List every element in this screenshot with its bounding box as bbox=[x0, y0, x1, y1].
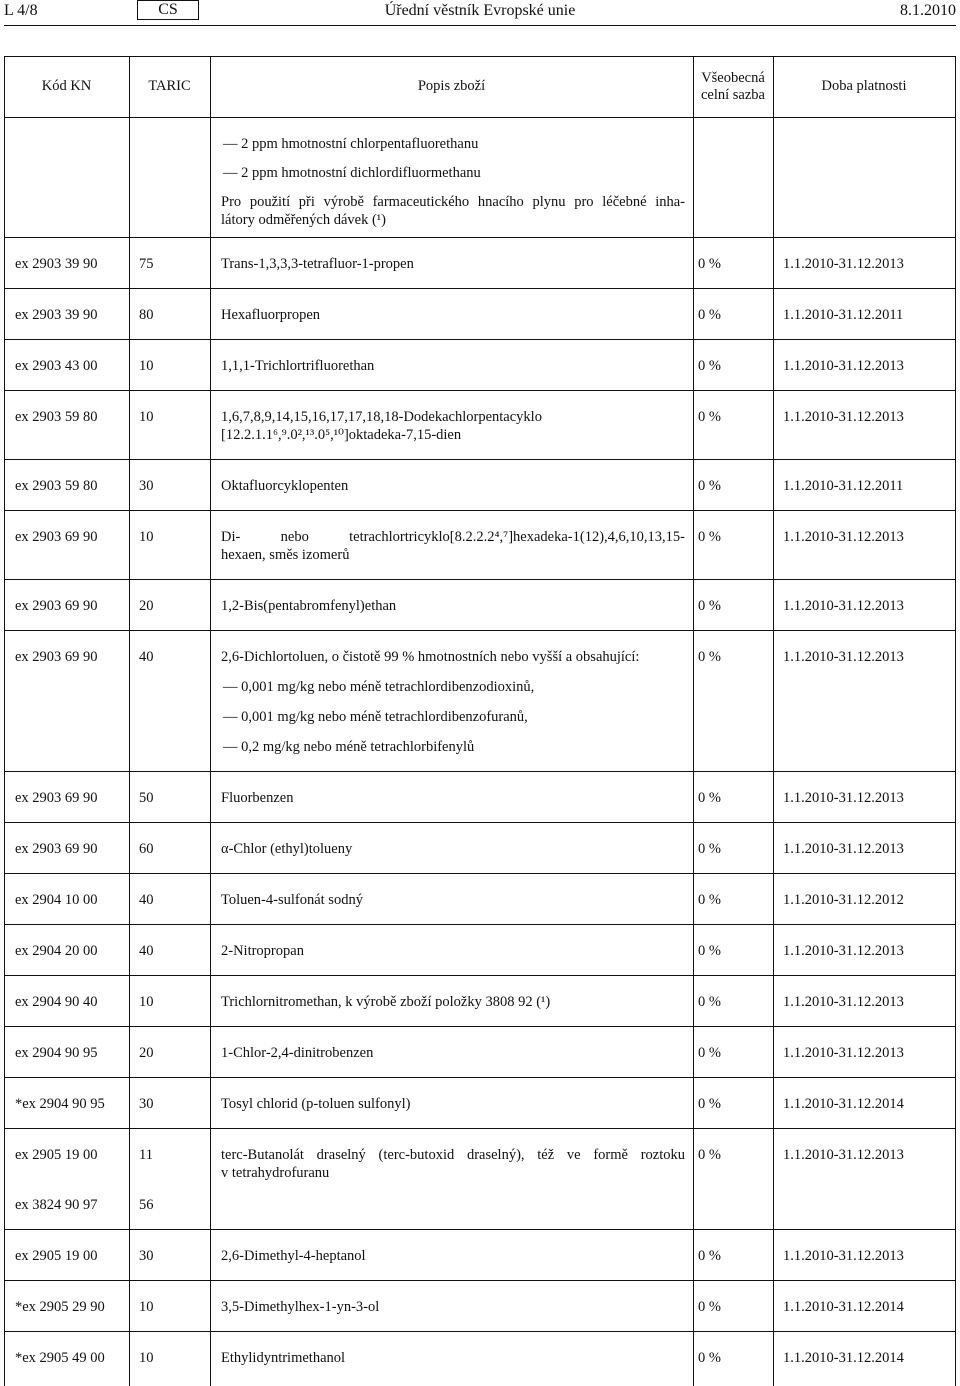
continuation-line: — 2 ppm hmotnostní dichlordifluormethanu bbox=[223, 165, 481, 181]
row-rule bbox=[4, 1128, 956, 1129]
taric-code: 30 bbox=[139, 1096, 154, 1112]
description-line: 2,6-Dichlortoluen, o čistotě 99 % hmotnostních nebo vyšší a obsahující: bbox=[221, 649, 640, 665]
taric-code: 40 bbox=[139, 943, 154, 959]
goods-description bbox=[221, 357, 685, 375]
duty-rate: 0 % bbox=[698, 1147, 721, 1163]
taric-code: 56 bbox=[139, 1197, 154, 1213]
goods-description bbox=[221, 1298, 685, 1316]
col-header-kn: Kód KN bbox=[41, 78, 92, 94]
description-line: Trichlornitromethan, k výrobě zboží položky 3808 92 (¹) bbox=[221, 994, 551, 1010]
description-line: — 0,2 mg/kg nebo méně tetrachlorbifenylů bbox=[223, 739, 475, 755]
validity-period: 1.1.2010-31.12.2013 bbox=[783, 1248, 904, 1264]
description-line: Tosyl chlorid (p-toluen sulfonyl) bbox=[221, 1096, 411, 1112]
duty-rate: 0 % bbox=[698, 994, 721, 1010]
row-rule bbox=[4, 1280, 956, 1281]
validity-period: 1.1.2010-31.12.2011 bbox=[783, 478, 904, 494]
validity-period: 1.1.2010-31.12.2011 bbox=[783, 307, 904, 323]
taric-code: 10 bbox=[139, 529, 154, 545]
taric-code: 20 bbox=[139, 1045, 154, 1061]
goods-description bbox=[221, 255, 685, 273]
goods-description bbox=[221, 840, 685, 858]
cn-code: *ex 2905 29 90 bbox=[15, 1299, 105, 1315]
taric-code: 10 bbox=[139, 1350, 154, 1366]
goods-description bbox=[221, 891, 685, 909]
row-rule bbox=[4, 771, 956, 772]
row-rule bbox=[4, 288, 956, 289]
goods-description bbox=[221, 1146, 685, 1182]
cn-code: ex 2904 10 00 bbox=[15, 892, 98, 908]
duty-rate: 0 % bbox=[698, 649, 721, 665]
cn-code: ex 2904 90 40 bbox=[15, 994, 98, 1010]
journal-title: Úřední věstník Evropské unie bbox=[384, 2, 576, 19]
validity-period: 1.1.2010-31.12.2013 bbox=[783, 256, 904, 272]
validity-period: 1.1.2010-31.12.2013 bbox=[783, 790, 904, 806]
goods-description bbox=[221, 648, 685, 756]
description-line: Trans-1,3,3,3-tetrafluor-1-propen bbox=[221, 256, 414, 272]
row-rule bbox=[4, 630, 956, 631]
goods-description bbox=[221, 477, 685, 495]
description-line: Oktafluorcyklopenten bbox=[221, 478, 349, 494]
row-rule bbox=[4, 1229, 956, 1230]
goods-description bbox=[221, 789, 685, 807]
cn-code: ex 2905 19 00 bbox=[15, 1248, 98, 1264]
col-header-duty-line2: celní sazba bbox=[700, 86, 765, 103]
description-line: hexaen, směs izomerů bbox=[221, 547, 350, 563]
description-line: — 0,001 mg/kg nebo méně tetrachlordibenzodioxinů, bbox=[223, 679, 535, 695]
continuation-line: látory odměřených dávek (¹) bbox=[221, 212, 386, 228]
description-line: Fluorbenzen bbox=[221, 790, 294, 806]
goods-description bbox=[221, 993, 685, 1011]
cn-code: ex 2903 69 90 bbox=[15, 790, 98, 806]
duty-rate: 0 % bbox=[698, 256, 721, 272]
description-line: α-Chlor (ethyl)tolueny bbox=[221, 841, 353, 857]
taric-code: 10 bbox=[139, 1299, 154, 1315]
col-header-validity: Doba platnosti bbox=[821, 78, 907, 94]
goods-description bbox=[221, 1349, 685, 1367]
taric-code: 10 bbox=[139, 994, 154, 1010]
duty-rate: 0 % bbox=[698, 943, 721, 959]
cn-code: ex 2903 43 00 bbox=[15, 358, 98, 374]
cn-code: ex 2903 69 90 bbox=[15, 649, 98, 665]
column-divider bbox=[210, 56, 211, 1386]
taric-code: 60 bbox=[139, 841, 154, 857]
validity-period: 1.1.2010-31.12.2014 bbox=[783, 1096, 904, 1112]
validity-period: 1.1.2010-31.12.2013 bbox=[783, 1045, 904, 1061]
duty-rate: 0 % bbox=[698, 478, 721, 494]
row-rule bbox=[4, 1077, 956, 1078]
duty-rate: 0 % bbox=[698, 841, 721, 857]
page-number: L 4/8 bbox=[4, 2, 38, 19]
column-divider bbox=[773, 56, 774, 1386]
row-rule bbox=[4, 924, 956, 925]
goods-description bbox=[221, 306, 685, 324]
header-bottom-rule bbox=[4, 117, 956, 118]
description-line: terc-Butanolát draselný (terc-butoxid draselný), též ve formě roztoku bbox=[221, 1147, 685, 1163]
header-rule bbox=[4, 25, 956, 26]
taric-code: 80 bbox=[139, 307, 154, 323]
cn-code: ex 2904 90 95 bbox=[15, 1045, 98, 1061]
tariff-table bbox=[4, 56, 956, 1386]
taric-code: 20 bbox=[139, 598, 154, 614]
description-line: 2,6-Dimethyl-4-heptanol bbox=[221, 1248, 366, 1264]
validity-period: 1.1.2010-31.12.2013 bbox=[783, 1147, 904, 1163]
goods-description bbox=[221, 1095, 685, 1113]
row-rule bbox=[4, 1026, 956, 1027]
col-header-description: Popis zboží bbox=[417, 78, 486, 94]
cn-code: *ex 2905 49 00 bbox=[15, 1350, 105, 1366]
validity-period: 1.1.2010-31.12.2014 bbox=[783, 1299, 904, 1315]
goods-description bbox=[221, 942, 685, 960]
cn-code: ex 2903 39 90 bbox=[15, 307, 98, 323]
row-rule bbox=[4, 822, 956, 823]
description-line: 1,1,1-Trichlortrifluorethan bbox=[221, 358, 375, 374]
validity-period: 1.1.2010-31.12.2013 bbox=[783, 841, 904, 857]
duty-rate: 0 % bbox=[698, 790, 721, 806]
language-badge: CS bbox=[137, 0, 199, 20]
description-line: 1,6,7,8,9,14,15,16,17,17,18,18-Dodekachlorpentacyklo bbox=[221, 409, 542, 425]
cn-code: ex 3824 90 97 bbox=[15, 1197, 98, 1213]
duty-rate: 0 % bbox=[698, 1096, 721, 1112]
col-header-taric: TARIC bbox=[148, 78, 191, 94]
description-line: 3,5-Dimethylhex-1-yn-3-ol bbox=[221, 1299, 380, 1315]
cn-code: ex 2905 19 00 bbox=[15, 1147, 98, 1163]
continuation-line: Pro použití při výrobě farmaceutického hnacího plynu pro léčebné inha- bbox=[221, 194, 685, 210]
duty-rate: 0 % bbox=[698, 409, 721, 425]
goods-description bbox=[221, 528, 685, 564]
taric-code: 11 bbox=[139, 1147, 153, 1163]
description-line: Toluen-4-sulfonát sodný bbox=[221, 892, 363, 908]
validity-period: 1.1.2010-31.12.2013 bbox=[783, 358, 904, 374]
cn-code: ex 2903 69 90 bbox=[15, 841, 98, 857]
description-line: Di- nebo tetrachlortricyklo[8.2.2.2⁴,⁷]hexadeka-1(12),4,6,10,13,15- bbox=[221, 529, 685, 545]
validity-period: 1.1.2010-31.12.2013 bbox=[783, 649, 904, 665]
row-rule bbox=[4, 975, 956, 976]
duty-rate: 0 % bbox=[698, 358, 721, 374]
taric-code: 30 bbox=[139, 1248, 154, 1264]
duty-rate: 0 % bbox=[698, 307, 721, 323]
row-rule bbox=[4, 459, 956, 460]
description-line: — 0,001 mg/kg nebo méně tetrachlordibenzofuranů, bbox=[223, 709, 528, 725]
description-line: 2-Nitropropan bbox=[221, 943, 304, 959]
col-header-duty-line1: Všeobecná bbox=[701, 69, 765, 86]
validity-period: 1.1.2010-31.12.2013 bbox=[783, 994, 904, 1010]
row-rule bbox=[4, 873, 956, 874]
row-rule bbox=[4, 390, 956, 391]
column-divider bbox=[129, 56, 130, 1386]
validity-period: 1.1.2010-31.12.2014 bbox=[783, 1350, 904, 1366]
duty-rate: 0 % bbox=[698, 529, 721, 545]
validity-period: 1.1.2010-31.12.2013 bbox=[783, 943, 904, 959]
goods-description bbox=[221, 408, 685, 444]
description-line: Ethylidyntrimethanol bbox=[221, 1350, 346, 1366]
row-rule bbox=[4, 510, 956, 511]
row-rule bbox=[4, 1331, 956, 1332]
description-line: v tetrahydrofuranu bbox=[221, 1165, 330, 1181]
description-line: 1,2-Bis(pentabromfenyl)ethan bbox=[221, 598, 397, 614]
taric-code: 40 bbox=[139, 649, 154, 665]
cn-code: ex 2903 69 90 bbox=[15, 529, 98, 545]
cn-code: ex 2903 39 90 bbox=[15, 256, 98, 272]
cn-code: ex 2903 59 80 bbox=[15, 409, 98, 425]
issue-date: 8.1.2010 bbox=[900, 2, 956, 19]
taric-code: 50 bbox=[139, 790, 154, 806]
col-header-duty bbox=[693, 56, 773, 117]
description-line: [12.2.1.1⁶,⁹.0²,¹³.0⁵,¹⁰]oktadeka-7,15-dien bbox=[221, 427, 462, 443]
duty-rate: 0 % bbox=[698, 1045, 721, 1061]
cn-code: ex 2903 59 80 bbox=[15, 478, 98, 494]
table-border-left bbox=[4, 56, 5, 1386]
cn-code: ex 2904 20 00 bbox=[15, 943, 98, 959]
validity-period: 1.1.2010-31.12.2013 bbox=[783, 409, 904, 425]
taric-code: 10 bbox=[139, 358, 154, 374]
row-rule bbox=[4, 237, 956, 238]
continuation-line: — 2 ppm hmotnostní chlorpentafluorethanu bbox=[223, 136, 479, 152]
validity-period: 1.1.2010-31.12.2013 bbox=[783, 529, 904, 545]
duty-rate: 0 % bbox=[698, 1350, 721, 1366]
taric-code: 40 bbox=[139, 892, 154, 908]
validity-period: 1.1.2010-31.12.2012 bbox=[783, 892, 904, 908]
duty-rate: 0 % bbox=[698, 598, 721, 614]
duty-rate: 0 % bbox=[698, 1248, 721, 1264]
duty-rate: 0 % bbox=[698, 892, 721, 908]
page-header bbox=[0, 0, 960, 26]
row-rule bbox=[4, 339, 956, 340]
taric-code: 30 bbox=[139, 478, 154, 494]
cn-code: ex 2903 69 90 bbox=[15, 598, 98, 614]
goods-description bbox=[221, 597, 685, 615]
description-line: 1-Chlor-2,4-dinitrobenzen bbox=[221, 1045, 374, 1061]
duty-rate: 0 % bbox=[698, 1299, 721, 1315]
taric-code: 10 bbox=[139, 409, 154, 425]
continuation-description bbox=[221, 135, 685, 229]
table-border-right bbox=[955, 56, 956, 1386]
description-line: Hexafluorpropen bbox=[221, 307, 321, 323]
column-divider bbox=[693, 56, 694, 1386]
goods-description bbox=[221, 1044, 685, 1062]
validity-period: 1.1.2010-31.12.2013 bbox=[783, 598, 904, 614]
cn-code: *ex 2904 90 95 bbox=[15, 1096, 105, 1112]
row-rule bbox=[4, 579, 956, 580]
goods-description bbox=[221, 1247, 685, 1265]
taric-code: 75 bbox=[139, 256, 154, 272]
